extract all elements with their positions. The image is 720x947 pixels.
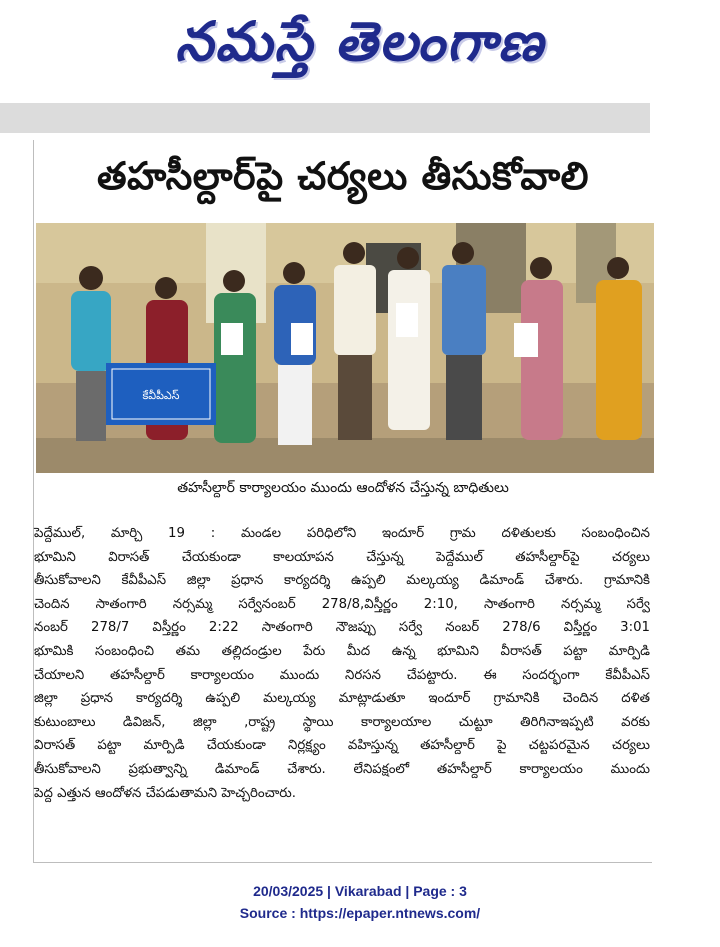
body-line: చెందిన సాతంగారి నర్సమ్మ సర్వేనంబర్ 278/8,విస్తీర్ణం 2:10, సాతంగారి నర్సమ్మ సర్వే (34, 596, 650, 612)
body-line: తీసుకోవాలని కేవీపీఎస్ జిల్లా ప్రధాన కార్యదర్శి ఉప్పలి మల్కయ్య డిమాండ్ చేశారు. గ్రామానికి (34, 573, 650, 589)
article (33, 140, 652, 863)
news-photo (36, 223, 654, 473)
body-line: జిల్లా ప్రధాన కార్యదర్శి ఉప్పలి మల్కయ్య మాట్లాడుతూ ఇందూర్ గ్రామానికి చెందిన దళిత (34, 691, 650, 707)
footer-source-link[interactable]: Source : https://epaper.ntnews.com/ (239, 905, 481, 921)
footer-date-line: 20/03/2025 | Vikarabad | Page : 3 (253, 883, 467, 899)
body-line: పెద్దేముల్, మార్చి 19 : మండల పరిధిలోని ఇందూర్ గ్రామ దళితులకు సంబంధించిన (34, 526, 650, 541)
body-line: తీసుకోవాలని ప్రభుత్వాన్ని డిమాండ్ చేశారు. లేనిపక్షంలో తహసీల్దార్ కార్యాలయం ముందు (34, 761, 650, 777)
body-line: భూమిని విరాసత్ చేయకుండా కాలయాపన చేస్తున్న పెద్దేముల్ తహసీల్దార్‌పై చర్యలు (34, 549, 650, 565)
body-line: పెద్ద ఎత్తున ఆందోళన చేపడుతామని హెచ్చరించారు. (34, 785, 296, 801)
masthead-title: నమస్తే తెలంగాణ (175, 9, 545, 73)
masthead (0, 8, 720, 88)
body-line: విరాసత్ పట్టా మార్పిడి చేయకుండా నిర్లక్ష్యం వహిస్తున్న తహసీల్దార్ పై చట్టపరమైన చర్యలు (34, 738, 650, 754)
protest-photo-illustration (36, 223, 654, 473)
body-line: నంబర్ 278/7 విస్తీర్ణం 2:22 సాతంగారి నౌజప్పు సర్వే నంబర్ 278/6 విస్తీర్ణం 3:01 (34, 620, 650, 636)
body-line: భూమికి సంబంధించి తమ తల్లిదండ్రుల పేరు మీద ఉన్న భూమిని వీరాసత్ పట్టా మార్పిడి (34, 643, 650, 659)
photo-caption: తహసీల్దార్ కార్యాలయం ముందు ఆందోళన చేస్తున్న బాధితులు (177, 480, 509, 496)
footer (0, 880, 720, 924)
banner-text: కేవీపీఎస్ (142, 389, 180, 402)
headline: తహసీల్దార్‌పై చర్యలు తీసుకోవాలి (96, 154, 590, 198)
article-body (34, 522, 650, 805)
body-line: కుటుంబాలు డివిజన్, జిల్లా ,రాష్ట్ర స్థాయి కార్యాలయాల చుట్టూ తిరిగినాఇప్పటి వరకు (34, 714, 650, 730)
header-band (0, 103, 650, 133)
body-line: చేయాలని తహసీల్దార్ కార్యాలయం ముందు నిరసన చేపట్టారు. ఈ సందర్భంగా కేవీపీఎస్ (34, 667, 650, 683)
